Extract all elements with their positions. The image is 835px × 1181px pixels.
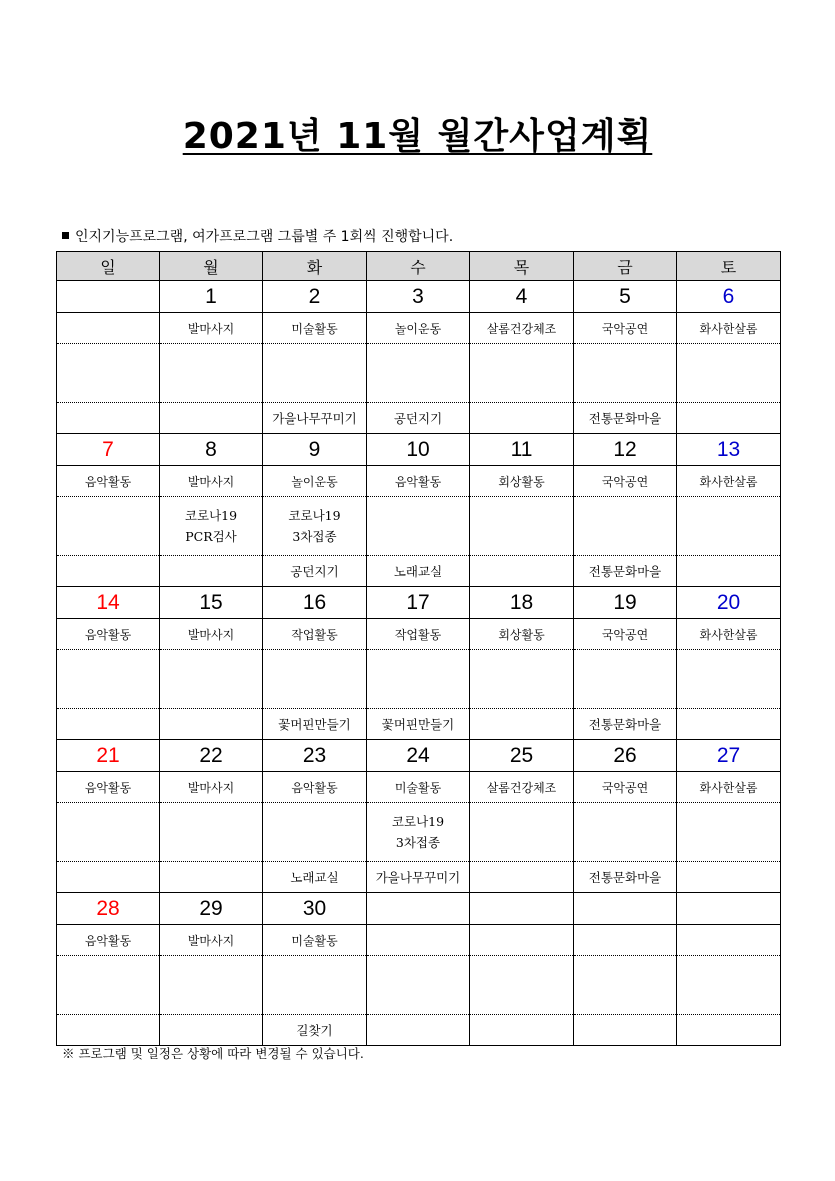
schedule-note-cell <box>574 344 677 403</box>
program-cell: 미술활동 <box>263 925 367 956</box>
date-number <box>57 281 160 313</box>
week-outing-row <box>57 709 781 740</box>
week-program-row <box>57 772 781 803</box>
schedule-note-cell <box>57 650 160 709</box>
outing-cell: 가을나무꾸미기 <box>367 862 470 893</box>
program-cell: 화사한살롬 <box>677 466 781 497</box>
week-date-row <box>57 434 781 466</box>
program-cell: 국악공연 <box>574 772 677 803</box>
schedule-note-cell <box>367 803 470 862</box>
week-program-row <box>57 925 781 956</box>
outing-cell <box>470 862 574 893</box>
week-date-row <box>57 281 781 313</box>
schedule-note-cell <box>263 803 367 862</box>
date-number: 23 <box>263 740 367 772</box>
program-cell: 살롬건강체조 <box>470 313 574 344</box>
schedule-note-cell <box>57 803 160 862</box>
outing-cell <box>677 556 781 587</box>
outing-cell: 길찾기 <box>263 1015 367 1046</box>
outing-cell: 공던지기 <box>367 403 470 434</box>
schedule-note-cell <box>263 497 367 556</box>
weekday-header: 토 <box>677 252 781 281</box>
schedule-note-cell <box>470 497 574 556</box>
schedule-note-line: 코로나19 <box>288 508 341 523</box>
date-number: 20 <box>677 587 781 619</box>
program-cell: 회상활동 <box>470 619 574 650</box>
week-note-row <box>57 650 781 709</box>
outing-cell <box>677 709 781 740</box>
weekday-header: 일 <box>57 252 160 281</box>
page-title <box>0 108 835 159</box>
schedule-note-cell <box>160 803 263 862</box>
program-cell: 놀이운동 <box>263 466 367 497</box>
date-number <box>470 893 574 925</box>
date-number: 18 <box>470 587 574 619</box>
outing-cell: 전통문화마을 <box>574 556 677 587</box>
outing-cell <box>677 862 781 893</box>
weekday-header: 수 <box>367 252 470 281</box>
program-cell <box>367 925 470 956</box>
date-number: 26 <box>574 740 677 772</box>
program-cell: 국악공연 <box>574 466 677 497</box>
date-number: 10 <box>367 434 470 466</box>
program-cell: 발마사지 <box>160 619 263 650</box>
page-title-text: 2021년 11월 월간사업계획 <box>182 116 653 157</box>
outing-cell <box>160 862 263 893</box>
schedule-note-line: PCR검사 <box>185 529 237 544</box>
date-number: 8 <box>160 434 263 466</box>
schedule-note-cell <box>677 803 781 862</box>
date-number: 2 <box>263 281 367 313</box>
schedule-note-cell <box>470 650 574 709</box>
program-cell <box>574 925 677 956</box>
outing-cell: 공던지기 <box>263 556 367 587</box>
date-number: 14 <box>57 587 160 619</box>
program-cell: 살롬건강체조 <box>470 772 574 803</box>
program-note-text: 인지기능프로그램, 여가프로그램 그룹별 주 1회씩 진행합니다. <box>75 229 454 245</box>
outing-cell: 전통문화마을 <box>574 862 677 893</box>
outing-cell: 노래교실 <box>367 556 470 587</box>
weekday-header: 목 <box>470 252 574 281</box>
outing-cell <box>677 403 781 434</box>
schedule-note-cell <box>160 650 263 709</box>
outing-cell <box>160 1015 263 1046</box>
schedule-note-cell <box>160 497 263 556</box>
schedule-note-cell <box>677 956 781 1015</box>
schedule-note-line: 코로나19 <box>391 814 445 829</box>
week-program-row <box>57 313 781 344</box>
monthly-calendar <box>56 251 781 1046</box>
outing-cell <box>470 1015 574 1046</box>
outing-cell: 노래교실 <box>263 862 367 893</box>
schedule-note-cell <box>470 956 574 1015</box>
outing-cell <box>57 709 160 740</box>
date-number: 7 <box>57 434 160 466</box>
date-number: 27 <box>677 740 781 772</box>
date-number: 11 <box>470 434 574 466</box>
outing-cell <box>574 1015 677 1046</box>
outing-cell: 가을나무꾸미기 <box>263 403 367 434</box>
outing-cell <box>367 1015 470 1046</box>
program-cell: 화사한살롬 <box>677 619 781 650</box>
program-cell: 음악활동 <box>57 925 160 956</box>
weekday-header: 화 <box>263 252 367 281</box>
outing-cell <box>160 403 263 434</box>
week-note-row <box>57 344 781 403</box>
weekday-header: 월 <box>160 252 263 281</box>
week-program-row <box>57 466 781 497</box>
program-cell: 음악활동 <box>57 466 160 497</box>
schedule-note-cell <box>470 803 574 862</box>
schedule-note-cell <box>263 344 367 403</box>
schedule-note-cell <box>367 497 470 556</box>
date-number <box>677 893 781 925</box>
program-note <box>62 226 453 246</box>
outing-cell <box>57 403 160 434</box>
date-number: 9 <box>263 434 367 466</box>
week-program-row <box>57 619 781 650</box>
schedule-note-cell <box>263 956 367 1015</box>
outing-cell <box>470 403 574 434</box>
schedule-note-cell <box>160 344 263 403</box>
week-outing-row <box>57 556 781 587</box>
schedule-note-cell <box>677 650 781 709</box>
program-cell <box>470 925 574 956</box>
program-cell: 미술활동 <box>263 313 367 344</box>
program-cell: 작업활동 <box>263 619 367 650</box>
program-cell: 국악공연 <box>574 313 677 344</box>
date-number: 6 <box>677 281 781 313</box>
schedule-note-cell <box>263 650 367 709</box>
program-cell: 음악활동 <box>367 466 470 497</box>
week-outing-row <box>57 862 781 893</box>
schedule-note-cell <box>677 344 781 403</box>
schedule-note-cell <box>574 803 677 862</box>
week-outing-row <box>57 403 781 434</box>
outing-cell <box>57 1015 160 1046</box>
schedule-note-cell <box>470 344 574 403</box>
date-number: 19 <box>574 587 677 619</box>
program-cell: 음악활동 <box>57 772 160 803</box>
date-number: 15 <box>160 587 263 619</box>
program-cell: 화사한살롬 <box>677 313 781 344</box>
outing-cell <box>677 1015 781 1046</box>
date-number: 5 <box>574 281 677 313</box>
date-number: 28 <box>57 893 160 925</box>
program-cell: 회상활동 <box>470 466 574 497</box>
date-number: 4 <box>470 281 574 313</box>
date-number: 22 <box>160 740 263 772</box>
weekday-header-row <box>57 252 781 281</box>
week-date-row <box>57 740 781 772</box>
program-cell <box>677 925 781 956</box>
outing-cell <box>57 556 160 587</box>
program-cell: 음악활동 <box>263 772 367 803</box>
program-cell: 미술활동 <box>367 772 470 803</box>
date-number: 13 <box>677 434 781 466</box>
schedule-note-line: 3차접종 <box>395 835 441 850</box>
date-number: 17 <box>367 587 470 619</box>
program-cell: 놀이운동 <box>367 313 470 344</box>
program-cell: 발마사지 <box>160 313 263 344</box>
outing-cell <box>160 556 263 587</box>
date-number <box>574 893 677 925</box>
week-note-row <box>57 803 781 862</box>
outing-cell: 꽃머핀만들기 <box>263 709 367 740</box>
schedule-note-cell <box>57 497 160 556</box>
outing-cell: 전통문화마을 <box>574 709 677 740</box>
schedule-note-cell <box>574 650 677 709</box>
schedule-note-line: 코로나19 <box>184 508 238 523</box>
date-number: 3 <box>367 281 470 313</box>
schedule-note-cell <box>57 344 160 403</box>
week-note-row <box>57 956 781 1015</box>
week-outing-row <box>57 1015 781 1046</box>
schedule-note-cell <box>574 956 677 1015</box>
schedule-note-cell <box>574 497 677 556</box>
outing-cell <box>470 709 574 740</box>
program-cell: 작업활동 <box>367 619 470 650</box>
date-number: 1 <box>160 281 263 313</box>
outing-cell: 전통문화마을 <box>574 403 677 434</box>
program-cell: 국악공연 <box>574 619 677 650</box>
week-note-row <box>57 497 781 556</box>
schedule-note-cell <box>367 956 470 1015</box>
program-cell <box>57 313 160 344</box>
schedule-note-cell <box>677 497 781 556</box>
schedule-note-cell <box>367 344 470 403</box>
date-number: 30 <box>263 893 367 925</box>
schedule-note-cell <box>367 650 470 709</box>
weekday-header: 금 <box>574 252 677 281</box>
outing-cell <box>160 709 263 740</box>
date-number: 25 <box>470 740 574 772</box>
schedule-note-cell <box>160 956 263 1015</box>
outing-cell <box>470 556 574 587</box>
date-number: 12 <box>574 434 677 466</box>
date-number: 24 <box>367 740 470 772</box>
program-cell: 발마사지 <box>160 466 263 497</box>
schedule-note-line: 3차접종 <box>292 529 337 544</box>
program-cell: 발마사지 <box>160 772 263 803</box>
footer-note: ※ 프로그램 및 일정은 상황에 따라 변경될 수 있습니다. <box>62 1046 364 1061</box>
week-date-row <box>57 587 781 619</box>
program-cell: 발마사지 <box>160 925 263 956</box>
date-number: 29 <box>160 893 263 925</box>
week-date-row <box>57 893 781 925</box>
square-bullet-icon <box>62 232 69 239</box>
schedule-note-cell <box>57 956 160 1015</box>
outing-cell <box>57 862 160 893</box>
date-number <box>367 893 470 925</box>
date-number: 21 <box>57 740 160 772</box>
program-cell: 화사한살롬 <box>677 772 781 803</box>
program-cell: 음악활동 <box>57 619 160 650</box>
date-number: 16 <box>263 587 367 619</box>
outing-cell: 꽃머핀만들기 <box>367 709 470 740</box>
